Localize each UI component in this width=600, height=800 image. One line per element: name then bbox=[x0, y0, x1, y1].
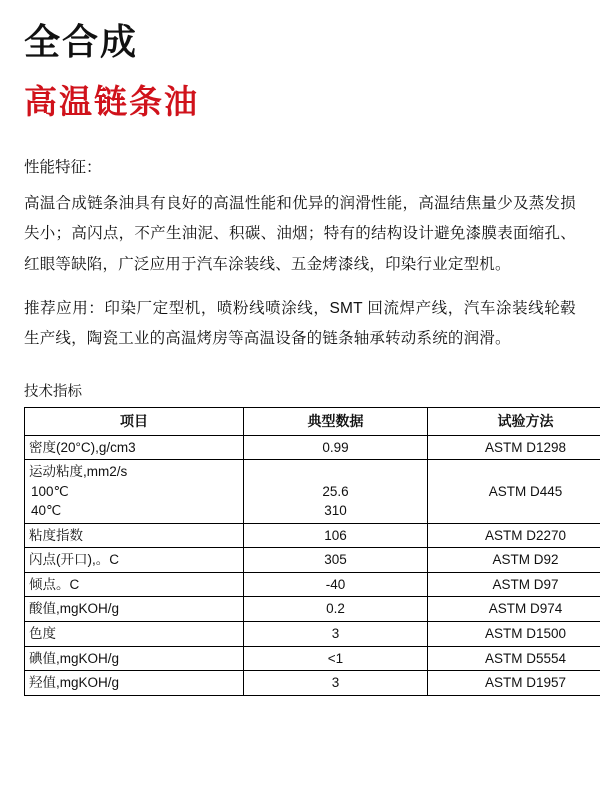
cell-item-sub-1: 100℃ bbox=[31, 483, 69, 499]
cell-method: ASTM D1500 bbox=[428, 622, 600, 647]
cell-item: 密度(20°C),g/cm3 bbox=[25, 435, 244, 460]
cell-method: ASTM D2270 bbox=[428, 523, 600, 548]
cell-item-main: 运动粘度,mm2/s bbox=[29, 464, 128, 480]
page-subtitle: 高温链条油 bbox=[24, 82, 199, 120]
cell-item: 粘度指数 bbox=[25, 523, 244, 548]
cell-value: 3 bbox=[244, 671, 428, 696]
cell-item: 色度 bbox=[25, 622, 244, 647]
cell-method: ASTM D1957 bbox=[428, 671, 600, 696]
cell-method: ASTM D974 bbox=[428, 597, 600, 622]
spec-table-heading: 技术指标 bbox=[24, 384, 82, 401]
cell-method: ASTM D5554 bbox=[428, 646, 600, 671]
table-row bbox=[25, 435, 600, 460]
table-row bbox=[25, 671, 600, 696]
page-title: 全合成 bbox=[24, 21, 139, 62]
spec-table bbox=[24, 407, 600, 695]
table-row bbox=[25, 622, 600, 647]
cell-value bbox=[244, 460, 428, 524]
cell-value: 305 bbox=[244, 548, 428, 573]
cell-item: 碘值,mgKOH/g bbox=[25, 646, 244, 671]
table-row bbox=[25, 523, 600, 548]
cell-method: ASTM D92 bbox=[428, 548, 600, 573]
features-label: 性能特征： bbox=[24, 158, 102, 176]
cell-value: 3 bbox=[244, 622, 428, 647]
cell-method: ASTM D1298 bbox=[428, 435, 600, 460]
cell-value-sub-1: 25.6 bbox=[322, 483, 349, 499]
cell-value: <1 bbox=[244, 646, 428, 671]
cell-item: 倾点。C bbox=[25, 572, 244, 597]
cell-item: 羟值,mgKOH/g bbox=[25, 671, 244, 696]
cell-value: 0.2 bbox=[244, 597, 428, 622]
cell-method: ASTM D97 bbox=[428, 572, 600, 597]
cell-value: 0.99 bbox=[244, 435, 428, 460]
table-row bbox=[25, 572, 600, 597]
column-header-method: 试验方法 bbox=[428, 408, 600, 435]
cell-value: -40 bbox=[244, 572, 428, 597]
cell-item-sub-2: 40℃ bbox=[31, 503, 62, 519]
table-row bbox=[25, 460, 600, 524]
features-paragraph: 高温合成链条油具有良好的高温性能和优异的润滑性能，高温结焦量少及蒸发损失小；高闪点，不产生油泥、积碳、油烟；特有的结构设计避免漆膜表面缩孔、红眼等缺陷，广泛应用于汽车涂装线、五金烤漆线，印染行业定型机。 bbox=[24, 195, 576, 273]
table-row bbox=[25, 646, 600, 671]
table-header-row bbox=[25, 408, 600, 435]
cell-value-blank bbox=[248, 462, 423, 482]
cell-item: 闪点(开口),。C bbox=[25, 548, 244, 573]
column-header-item: 项目 bbox=[25, 408, 244, 435]
table-row bbox=[25, 597, 600, 622]
cell-item: 酸值,mgKOH/g bbox=[25, 597, 244, 622]
cell-item bbox=[25, 460, 244, 524]
application-paragraph: 推荐应用：印染厂定型机，喷粉线喷涂线，SMT 回流焊产线，汽车涂装线轮毂生产线，陶瓷工业的高温烤房等高温设备的链条轴承转动系统的润滑。 bbox=[24, 299, 576, 348]
column-header-value: 典型数据 bbox=[244, 408, 428, 435]
cell-value-sub-2: 310 bbox=[324, 503, 347, 519]
cell-method: ASTM D445 bbox=[428, 460, 600, 524]
table-row bbox=[25, 548, 600, 573]
cell-value: 106 bbox=[244, 523, 428, 548]
